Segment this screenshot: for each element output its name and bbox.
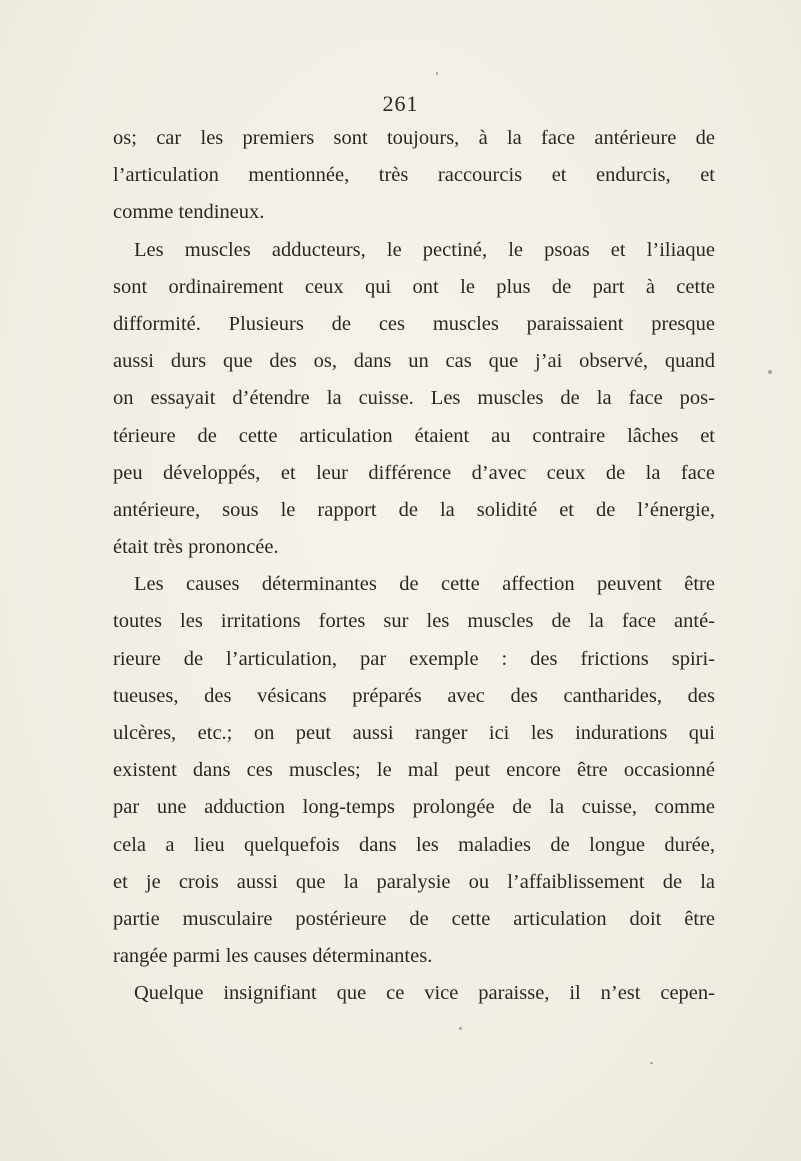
text-line: antérieure, sous le rapport de la solidité et de l’énergie,	[113, 498, 715, 521]
paper-speck	[650, 1062, 653, 1064]
paragraph-start-line: Les muscles adducteurs, le pectiné, le psoas et l’iliaque	[134, 238, 715, 261]
text-line: os; car les premiers sont toujours, à la face antérieure de	[113, 127, 715, 149]
text-line: ulcères, etc.; on peut aussi ranger ici les indurations qui	[113, 722, 715, 744]
paragraph-start-line: Les causes déterminantes de cette affection peuvent être	[134, 573, 715, 596]
text-line: rangée parmi les causes déterminantes.	[113, 945, 433, 968]
text-line: partie musculaire postérieure de cette articulation doit être	[113, 907, 715, 930]
text-line: existent dans ces muscles; le mal peut encore être occasionné	[113, 759, 715, 782]
text-line: sont ordinairement ceux qui ont le plus de part à cette	[113, 275, 715, 298]
body-text	[113, 120, 715, 1013]
paper-speck	[436, 72, 438, 75]
text-line: difformité. Plusieurs de ces muscles paraissaient presque	[113, 312, 715, 335]
text-line: tueuses, des vésicans préparés avec des cantharides, des	[113, 684, 715, 707]
text-line: et je crois aussi que la paralysie ou l’affaiblissement de la	[113, 870, 715, 893]
text-line: était très prononcée.	[113, 536, 279, 559]
text-line: toutes les irritations fortes sur les muscles de la face anté-	[113, 610, 715, 633]
paper-speck	[768, 370, 772, 374]
text-line: l’articulation mentionnée, très raccourcis et endurcis, et	[113, 164, 715, 187]
text-line: rieure de l’articulation, par exemple : des frictions spiri-	[113, 647, 715, 670]
text-line: on essayait d’étendre la cuisse. Les muscles de la face pos-	[113, 387, 715, 410]
text-line: térieure de cette articulation étaient au contraire lâches et	[113, 424, 715, 447]
text-line: cela a lieu quelquefois dans les maladies de longue durée,	[113, 833, 715, 856]
paper-speck	[459, 1027, 462, 1030]
paragraph-start-line: Quelque insignifiant que ce vice paraisse, il n’est cepen-	[134, 982, 715, 1005]
text-line: peu développés, et leur différence d’avec ceux de la face	[113, 461, 715, 484]
text-line: aussi durs que des os, dans un cas que j’ai observé, quand	[113, 350, 715, 373]
text-line: par une adduction long-temps prolongée de la cuisse, comme	[113, 796, 715, 819]
page-number: 261	[382, 91, 419, 116]
text-line: comme tendineux.	[113, 201, 265, 224]
